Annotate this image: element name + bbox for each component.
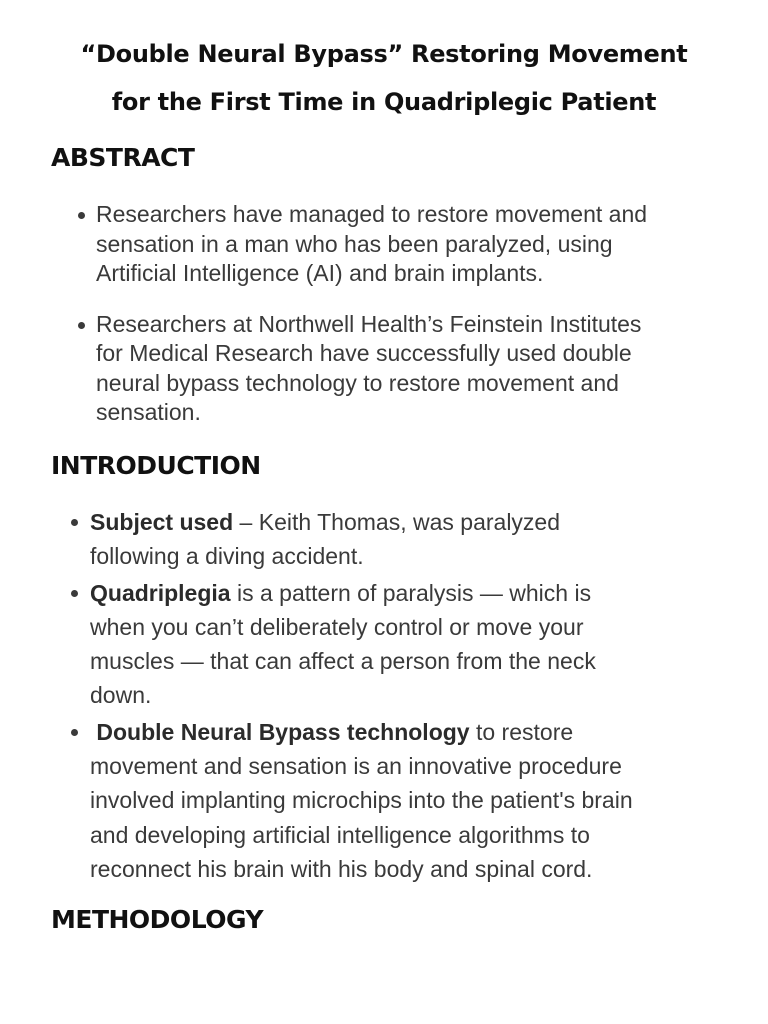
introduction-list [90, 505, 710, 888]
abstract-item-1 [96, 200, 716, 289]
abstract-item-2-line-1: Researchers at Northwell Health’s Feinstein Institutes [96, 310, 642, 337]
intro-item-quadriplegia-text: is a pattern of paralysis — which is [230, 579, 592, 606]
intro-item-bypass-line-4: and developing artificial intelligence algorithms to [90, 821, 590, 848]
intro-item-quadriplegia-line-3: muscles — that can affect a person from the neck [90, 648, 596, 675]
intro-item-quadriplegia-term: Quadriplegia [90, 579, 231, 606]
intro-item-bypass-line-2: movement and sensation is an innovative procedure [90, 753, 622, 780]
bullet-icon [71, 590, 78, 597]
abstract-item-1-line-1: Researchers have managed to restore movement and [96, 201, 648, 227]
intro-item-subject [90, 505, 710, 574]
title-line-2: for the First Time in Quadriplegic Patient [111, 88, 657, 116]
intro-item-bypass [90, 715, 710, 886]
intro-item-bypass-text: to restore [469, 718, 574, 745]
methodology-heading: METHODOLOGY [51, 905, 264, 934]
abstract-item-2 [96, 310, 716, 428]
abstract-item-2-line-3: neural bypass technology to restore movement and [96, 369, 619, 396]
abstract-heading: ABSTRACT [51, 143, 195, 172]
document-title [0, 30, 768, 126]
intro-item-bypass-line-1 [83, 715, 710, 749]
introduction-heading: INTRODUCTION [51, 451, 261, 480]
title-line-1: “Double Neural Bypass” Restoring Movement [80, 40, 688, 68]
intro-item-bypass-line-3: involved implanting microchips into the patient's brain [90, 787, 633, 814]
abstract-item-1-line-3: Artificial Intelligence (AI) and brain implants. [96, 260, 544, 286]
abstract-item-2-line-4: sensation. [96, 399, 201, 425]
intro-item-subject-term: Subject used [90, 509, 234, 535]
intro-item-bypass-term: Double Neural Bypass technology [96, 718, 470, 745]
intro-item-subject-line-1 [90, 505, 710, 539]
intro-item-quadriplegia-line-2: when you can’t deliberately control or move your [90, 613, 584, 640]
intro-item-bypass-line-5: reconnect his brain with his body and spinal cord. [90, 855, 593, 882]
bullet-icon [71, 519, 78, 526]
abstract-item-2-line-2: for Medical Research have successfully used double [96, 340, 632, 366]
intro-item-quadriplegia-line-4: down. [90, 682, 152, 709]
abstract-list [96, 200, 716, 449]
bullet-icon [78, 212, 85, 219]
bullet-icon [78, 322, 85, 329]
intro-item-quadriplegia-line-1 [90, 576, 710, 610]
intro-item-subject-line-2: following a diving accident. [90, 543, 364, 570]
intro-item-subject-text: – Keith Thomas, was paralyzed [233, 509, 561, 535]
bullet-icon [71, 729, 78, 736]
abstract-item-1-line-2: sensation in a man who has been paralyzed, using [96, 230, 613, 257]
intro-item-quadriplegia [90, 576, 710, 713]
